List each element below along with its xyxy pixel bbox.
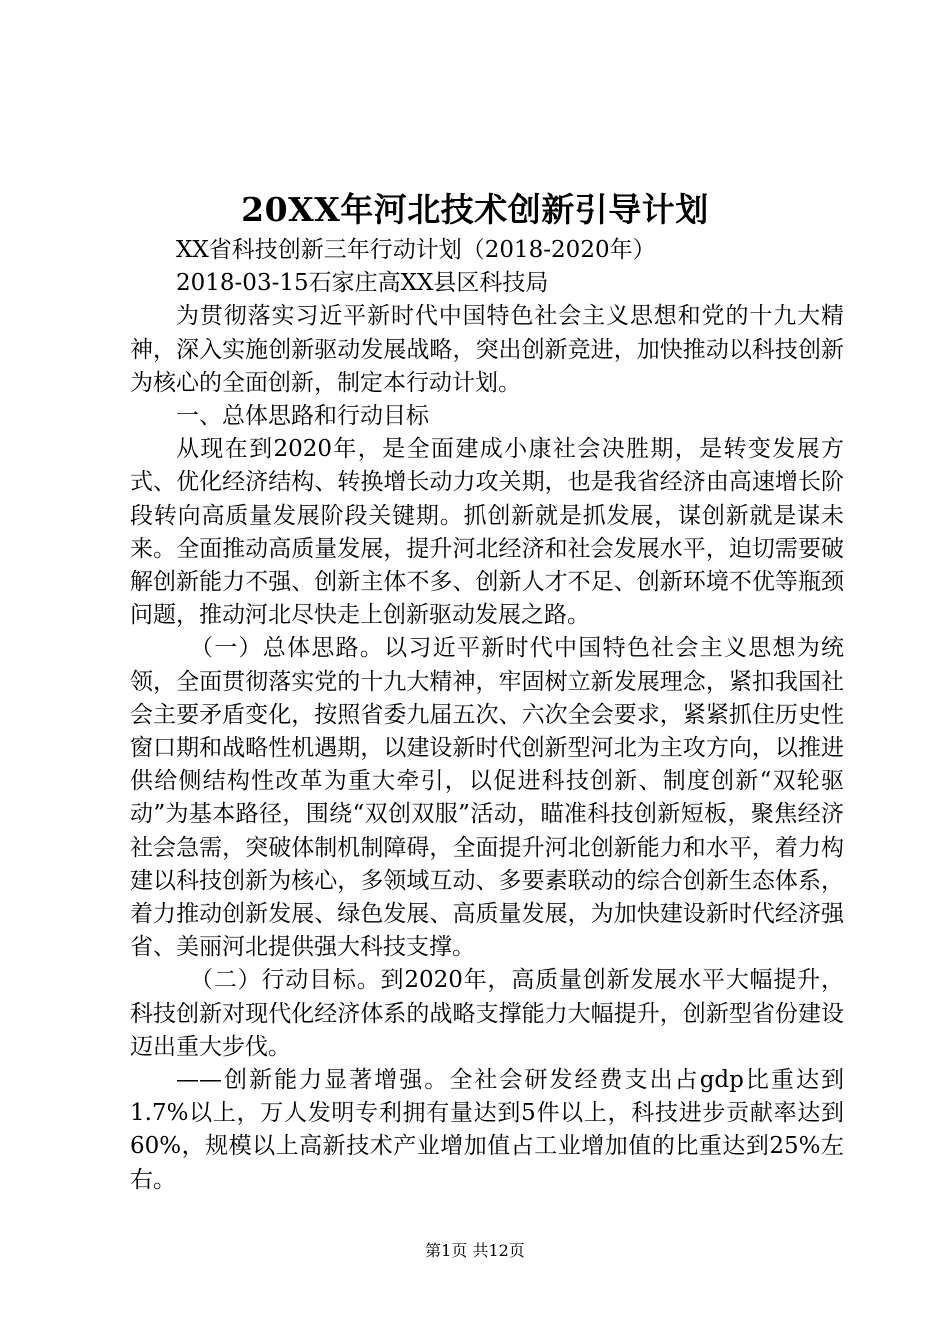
page-footer: 第1页 共12页 bbox=[425, 1241, 525, 1260]
paragraph-background: 从现在到2020年，是全面建成小康社会决胜期，是转变发展方式、优化经济结构、转换增长动力攻关期，也是我省经济由高速增长阶段转向高质量发展阶段关键期。抓创新就是抓发展，谋创新就是谋未来。全面推动高质量发展，提升河北经济和社会发展水平，迫切需要破解创新能力不强、创新主体不多、创新人才不足、创新环境不优等瓶颈问题，推动河北尽快走上创新驱动发展之路。 bbox=[130, 436, 844, 629]
paragraph-innovation-capacity: ——创新能力显著增强。全社会研发经费支出占gdp比重达到1.7%以上，万人发明专利拥有量达到5件以上，科技进步贡献率达到60%，规模以上高新技术产业增加值占工业增加值的比重达到25%左右。 bbox=[130, 1067, 844, 1193]
document-title: 20XX年河北技术创新引导计划 bbox=[241, 190, 709, 229]
document-body bbox=[130, 234, 844, 1197]
paragraph-intro: 为贯彻落实习近平新时代中国特色社会主义思想和党的十九大精神，深入实施创新驱动发展战略，突出创新竞进，加快推动以科技创新为核心的全面创新，制定本行动计划。 bbox=[130, 303, 844, 396]
subtitle-line: XX省科技创新三年行动计划（2018-2020年） bbox=[176, 237, 656, 263]
date-source-line: 2018-03-15石家庄高XX县区科技局 bbox=[176, 270, 549, 297]
section-heading: 一、总体思路和行动目标 bbox=[176, 403, 429, 430]
paragraph-action-goal: （二）行动目标。到2020年，高质量创新发展水平大幅提升，科技创新对现代化经济体系的战略支撑能力大幅提升，创新型省份建设迈出重大步伐。 bbox=[130, 967, 844, 1060]
paragraph-overall-idea: （一）总体思路。以习近平新时代中国特色社会主义思想为统领，全面贯彻落实党的十九大精神，牢固树立新发展理念，紧扣我国社会主要矛盾变化，按照省委九届五次、六次全会要求，紧紧抓住历史性窗口期和战略性机遇期，以建设新时代创新型河北为主攻方向，以推进供给侧结构性改革为重大牵引，以促进科技创新、制度创新“双轮驱动”为基本路径，围绕“双创双服”活动，瞄准科技创新短板，聚焦经济社会急需，突破体制机制障碍，全面提升河北创新能力和水平，着力构建以科技创新为核心，多领域互动、多要素联动的综合创新生态体系，着力推动创新发展、绿色发展、高质量发展，为加快建设新时代经济强省、美丽河北提供强大科技支撑。 bbox=[130, 635, 844, 961]
